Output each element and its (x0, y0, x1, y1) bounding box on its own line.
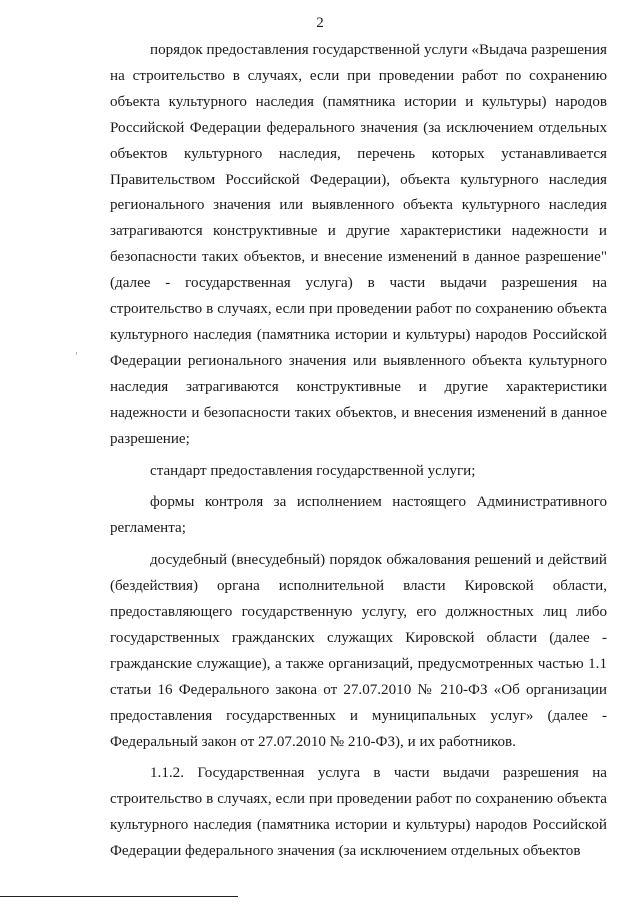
paragraph-appeal-procedure: досудебный (внесудебный) порядок обжалования решений и действий (бездействия) органа исполнительной власти Кировской области, предоставляющего государственную услугу, его должностных лиц либо государственных гражданских служащих Кировской области (далее - гражданские служащие), а также организаций, предусмотренных частью 1.1 статьи 16 Федерального закона от 27.07.2010 № 210-ФЗ «Об организации предоставления государственных и муниципальных услуг» (далее - Федеральный закон от 27.07.2010 № 210-ФЗ), и их работников. (110, 552, 607, 750)
document-body (110, 38, 607, 865)
paragraph-service-standard: стандарт предоставления государственной услуги; (150, 462, 476, 479)
scan-artifact (76, 352, 77, 355)
paragraph-section-1-1-2: 1.1.2. Государственная услуга в части выдачи разрешения на строительство в случаях, если при проведении работ по сохранению объекта культурного наследия (памятника истории и культуры) народов Российской Федерации федерального значения (за исключением отдельных объектов (110, 765, 607, 860)
paragraph-control-forms: формы контроля за исполнением настоящего Административного регламента; (110, 494, 607, 537)
page-number: 2 (316, 15, 324, 31)
paragraph-procedure-scope: порядок предоставления государственной услуги «Выдача разрешения на строительство в случаях, если при проведении работ по сохранению объекта культурного наследия (памятника истории и культуры) народов Российской Федерации федерального значения (за исключением отдельных объектов культурного наследия, перечень которых устанавливается Правительством Российской Федерации), объекта культурного наследия регионального значения или выявленного объекта культурного наследия затрагиваются конструктивные и другие характеристики надежности и безопасности таких объектов, и внесение изменений в данное разрешение" (далее - государственная услуга) в части выдачи разрешения на строительство в случаях, если при проведении работ по сохранению объекта культурного наследия (памятника истории и культуры) народов Российской Федерации регионального значения или выявленного объекта культурного наследия затрагиваются конструктивные и другие характеристики надежности и безопасности таких объектов, и внесения изменений в данное разрешение; (110, 42, 607, 447)
footnote-separator (0, 896, 238, 897)
